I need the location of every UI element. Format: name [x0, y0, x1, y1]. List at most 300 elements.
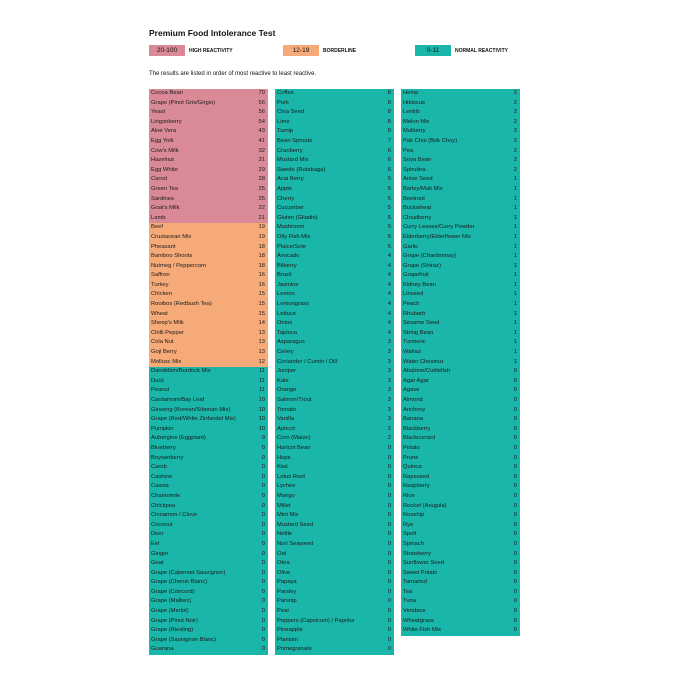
food-name: Kiwi [277, 464, 288, 471]
reactivity-score: 4 [387, 291, 391, 298]
result-row [275, 137, 394, 147]
reactivity-score: 0 [513, 512, 517, 519]
reactivity-score: 8 [387, 90, 391, 96]
reactivity-score: 0 [261, 588, 265, 595]
reactivity-score: 22 [258, 205, 265, 212]
reactivity-score: 0 [513, 502, 517, 509]
result-row [275, 338, 394, 348]
food-name: Mustard Mix [277, 157, 309, 164]
reactivity-score: 13 [258, 339, 265, 346]
reactivity-score: 15 [258, 291, 265, 298]
reactivity-score: 10 [258, 425, 265, 432]
result-row [275, 434, 394, 444]
food-name: Sesame Seed [403, 320, 440, 327]
reactivity-score: 4 [387, 301, 391, 308]
result-row [149, 147, 268, 157]
food-name: Mango [277, 492, 295, 499]
reactivity-score: 1 [513, 272, 517, 279]
result-row [401, 252, 520, 262]
legend-borderline-label: BORDERLINE [323, 47, 357, 54]
result-row [401, 473, 520, 483]
result-row [275, 482, 394, 492]
legend-normal [415, 45, 508, 56]
reactivity-score: 2 [513, 147, 517, 154]
reactivity-score: 0 [513, 540, 517, 547]
food-name: Pineapple [277, 627, 303, 634]
result-row [401, 377, 520, 387]
food-name: Haricot Bean [277, 444, 311, 451]
food-name: Egg Yolk [151, 137, 174, 144]
reactivity-score: 0 [387, 502, 391, 509]
food-name: Hazelnut [151, 157, 174, 164]
reactivity-score: 14 [258, 320, 265, 327]
food-name: Goat [151, 560, 164, 567]
result-row [275, 530, 394, 540]
result-row [401, 348, 520, 358]
food-name: White Fish Mix [403, 627, 442, 634]
result-row [401, 367, 520, 377]
result-row [149, 348, 268, 358]
food-name: Cranberry [277, 147, 303, 154]
food-name: Grapefruit [403, 272, 429, 279]
result-row [401, 185, 520, 195]
food-name: Walnut [403, 349, 421, 356]
reactivity-score: 41 [258, 137, 265, 144]
reactivity-score: 0 [261, 646, 265, 653]
reactivity-score: 2 [387, 425, 391, 432]
reactivity-score: 15 [258, 301, 265, 308]
reactivity-score: 1 [513, 291, 517, 298]
result-row [149, 540, 268, 550]
reactivity-score: 0 [513, 550, 517, 557]
food-name: Cassia [151, 483, 169, 490]
food-name: Wheatgrass [403, 617, 434, 624]
reactivity-score: 0 [261, 483, 265, 490]
result-row [401, 195, 520, 205]
result-row [149, 223, 268, 233]
food-name: Grape (Riesling) [151, 627, 194, 634]
result-row [275, 607, 394, 617]
result-row [401, 223, 520, 233]
reactivity-score: 1 [513, 310, 517, 317]
reactivity-score: 8 [387, 109, 391, 116]
reactivity-score: 2 [387, 435, 391, 442]
food-name: Bamboo Shoots [151, 253, 193, 260]
food-name: Pomegranate [277, 646, 312, 653]
reactivity-score: 0 [513, 608, 517, 615]
result-row [149, 444, 268, 454]
reactivity-score: 1 [513, 281, 517, 288]
reactivity-score: 2 [513, 157, 517, 164]
food-name: Mollusc Mix [151, 358, 182, 365]
food-name: Sweet Potato [403, 569, 438, 576]
food-name: Grape (Cabernet Sauvignon) [151, 569, 226, 576]
food-name: Parsley [277, 588, 297, 595]
result-row [401, 147, 520, 157]
food-name: Carrot [151, 176, 168, 183]
food-name: Coriander / Cumin / Dill [277, 358, 337, 365]
food-name: Sardines [151, 195, 174, 202]
reactivity-score: 0 [387, 579, 391, 586]
food-name: Vanilla [277, 416, 294, 423]
food-name: Goat's Milk [151, 205, 180, 212]
food-name: Plantain [277, 636, 298, 643]
reactivity-score: 0 [387, 598, 391, 605]
result-row [275, 386, 394, 396]
food-name: Lingonberry [151, 118, 182, 125]
food-name: Pea [403, 147, 414, 154]
food-name: Eel [151, 540, 160, 547]
food-name: Lettuce [277, 310, 297, 317]
result-row [149, 204, 268, 214]
reactivity-score: 18 [258, 243, 265, 250]
food-name: Prune [403, 454, 419, 461]
food-name: Chia Seed [277, 109, 305, 116]
reactivity-score: 13 [258, 329, 265, 336]
reactivity-score: 0 [513, 492, 517, 499]
reactivity-score: 0 [387, 483, 391, 490]
reactivity-score: 16 [258, 281, 265, 288]
food-name: Rice [403, 492, 415, 499]
food-name: Abalone/Cuttlefish [403, 368, 451, 375]
food-name: Agar Agar [403, 377, 429, 384]
result-row [149, 310, 268, 320]
reactivity-score: 56 [258, 99, 265, 106]
result-row [401, 300, 520, 310]
result-row [149, 482, 268, 492]
reactivity-score: 0 [387, 531, 391, 538]
reactivity-score: 0 [513, 444, 517, 451]
reactivity-score: 0 [513, 588, 517, 595]
result-row [401, 175, 520, 185]
reactivity-score: 0 [261, 492, 265, 499]
food-name: Kidney Bean [403, 281, 436, 288]
reactivity-score: 0 [387, 464, 391, 471]
result-row [149, 597, 268, 607]
result-row [401, 406, 520, 416]
result-row [275, 108, 394, 118]
reactivity-score: 0 [387, 512, 391, 519]
reactivity-score: 0 [261, 531, 265, 538]
result-row [149, 281, 268, 291]
reactivity-score: 0 [387, 521, 391, 528]
food-name: Peanut [151, 387, 170, 394]
food-name: Lamb [151, 214, 166, 221]
food-name: Bean Sprouts [277, 137, 313, 144]
food-name: Coffee [277, 90, 294, 96]
food-name: Spirulina [403, 166, 426, 173]
reactivity-score: 19 [258, 224, 265, 231]
result-row [149, 559, 268, 569]
food-name: Blueberry [151, 444, 176, 451]
result-row [275, 99, 394, 109]
food-name: Lotus Root [277, 473, 306, 480]
reactivity-score: 0 [261, 636, 265, 643]
food-name: Millet [277, 502, 291, 509]
result-row [149, 233, 268, 243]
food-name: Grape (Sauvignon Blanc) [151, 636, 217, 643]
reactivity-score: 25 [258, 195, 265, 202]
result-row [401, 118, 520, 128]
result-row [275, 156, 394, 166]
result-row [401, 463, 520, 473]
food-name: Plaice/Sole [277, 243, 307, 250]
food-name: Soya Bean [403, 157, 432, 164]
reactivity-score: 0 [387, 588, 391, 595]
food-name: Tomato [277, 406, 297, 413]
reactivity-score: 2 [513, 137, 517, 144]
result-row [401, 597, 520, 607]
report-title: Premium Food Intolerance Test [149, 28, 276, 38]
result-row [275, 118, 394, 128]
reactivity-score: 1 [513, 320, 517, 327]
result-row [401, 156, 520, 166]
food-name: Mustard Seed [277, 521, 314, 528]
reactivity-score: 1 [513, 243, 517, 250]
legend-high-range: 20-100 [149, 45, 185, 56]
result-row [149, 319, 268, 329]
reactivity-score: 5 [387, 195, 391, 202]
result-row [149, 127, 268, 137]
sort-note: The results are listed in order of most reactive to least reactive. [149, 71, 317, 77]
food-name: Rocket (Arugula) [403, 502, 447, 509]
reactivity-score: 3 [387, 416, 391, 423]
food-name: Asparagus [277, 339, 305, 346]
results-column-3 [401, 89, 520, 636]
food-name: Melon Mix [403, 118, 430, 125]
food-name: Gluten (Gliadin) [277, 214, 318, 221]
reactivity-score: 4 [387, 310, 391, 317]
reactivity-score: 0 [261, 444, 265, 451]
reactivity-score: 2 [513, 118, 517, 125]
food-name: Cherry [277, 195, 295, 202]
result-row [275, 329, 394, 339]
food-name: Rapeseed [403, 473, 430, 480]
reactivity-score: 0 [387, 608, 391, 615]
result-row [401, 204, 520, 214]
food-name: Kale [277, 377, 289, 384]
reactivity-score: 11 [258, 368, 265, 375]
result-row [275, 521, 394, 531]
reactivity-score: 5 [387, 243, 391, 250]
reactivity-score: 31 [258, 157, 265, 164]
reactivity-score: 0 [513, 416, 517, 423]
reactivity-score: 9 [261, 435, 265, 442]
reactivity-score: 0 [513, 521, 517, 528]
food-name: Oily Fish Mix [277, 233, 311, 240]
result-row [275, 444, 394, 454]
food-name: Spinach [403, 540, 424, 547]
food-name: Hops [277, 454, 291, 461]
result-row [275, 262, 394, 272]
food-name: Cocoa Bean [151, 90, 183, 96]
reactivity-score: 1 [513, 329, 517, 336]
result-row [149, 156, 268, 166]
result-row [401, 617, 520, 627]
result-row [401, 262, 520, 272]
result-row [401, 108, 520, 118]
result-row [275, 626, 394, 636]
result-row [275, 233, 394, 243]
result-row [149, 492, 268, 502]
result-row [401, 588, 520, 598]
result-row [149, 550, 268, 560]
food-name: Oat [277, 550, 287, 557]
food-name: Boysenberry [151, 454, 184, 461]
food-name: Corn (Maize) [277, 435, 311, 442]
reactivity-score: 0 [261, 579, 265, 586]
result-row [275, 252, 394, 262]
result-row [149, 588, 268, 598]
result-row [275, 319, 394, 329]
reactivity-score: 0 [513, 617, 517, 624]
result-row [149, 473, 268, 483]
result-row [401, 626, 520, 636]
food-name: Cinnamon / Clove [151, 512, 198, 519]
result-row [149, 118, 268, 128]
result-row [149, 530, 268, 540]
food-name: Aloe Vera [151, 128, 177, 135]
result-row [149, 262, 268, 272]
legend-normal-label: NORMAL REACTIVITY [455, 47, 508, 54]
food-name: Juniper [277, 368, 297, 375]
reactivity-score: 5 [387, 176, 391, 183]
result-row [401, 502, 520, 512]
reactivity-score: 0 [261, 608, 265, 615]
reactivity-score: 6 [387, 147, 391, 154]
reactivity-score: 3 [387, 339, 391, 346]
result-row [401, 89, 520, 99]
reactivity-score: 1 [513, 301, 517, 308]
reactivity-score: 0 [387, 444, 391, 451]
reactivity-score: 0 [387, 646, 391, 653]
food-name: Egg White [151, 166, 178, 173]
reactivity-score: 18 [258, 262, 265, 269]
result-row [149, 166, 268, 176]
reactivity-score: 13 [258, 349, 265, 356]
food-name: Goji Berry [151, 349, 177, 356]
reactivity-score: 0 [261, 454, 265, 461]
food-name: Linseed [403, 291, 424, 298]
result-row [149, 89, 268, 99]
food-name: Orange [277, 387, 297, 394]
reactivity-score: 0 [387, 540, 391, 547]
food-name: Anise Seed [403, 176, 433, 183]
food-name: Grape (Pinot Noir) [151, 617, 199, 624]
result-row [275, 358, 394, 368]
result-row [401, 319, 520, 329]
reactivity-score: 0 [261, 560, 265, 567]
result-row [275, 550, 394, 560]
reactivity-score: 1 [513, 205, 517, 212]
result-row [275, 89, 394, 99]
result-row [149, 415, 268, 425]
reactivity-score: 1 [513, 262, 517, 269]
reactivity-score: 0 [513, 435, 517, 442]
reactivity-score: 0 [261, 464, 265, 471]
reactivity-score: 0 [513, 377, 517, 384]
reactivity-score: 15 [258, 310, 265, 317]
food-name: Pumpkin [151, 425, 174, 432]
result-row [401, 434, 520, 444]
reactivity-score: 21 [258, 214, 265, 221]
reactivity-score: 3 [387, 387, 391, 394]
reactivity-score: 0 [513, 627, 517, 634]
result-row [275, 473, 394, 483]
food-name: Quinoa [403, 464, 422, 471]
reactivity-score: 0 [513, 454, 517, 461]
food-name: Ginger [151, 550, 169, 557]
result-row [275, 243, 394, 253]
reactivity-score: 28 [258, 176, 265, 183]
food-name: Cloudberry [403, 214, 432, 221]
reactivity-score: 0 [261, 627, 265, 634]
result-row [401, 511, 520, 521]
food-name: Coconut [151, 521, 173, 528]
food-name: Acai Berry [277, 176, 304, 183]
result-row [275, 147, 394, 157]
reactivity-score: 1 [513, 358, 517, 365]
food-name: Turmeric [403, 339, 426, 346]
reactivity-score: 32 [258, 147, 265, 154]
reactivity-score: 0 [513, 579, 517, 586]
result-row [275, 281, 394, 291]
reactivity-score: 0 [387, 636, 391, 643]
food-name: Cow's Milk [151, 147, 179, 154]
reactivity-score: 1 [513, 339, 517, 346]
reactivity-score: 0 [513, 406, 517, 413]
result-row [149, 607, 268, 617]
reactivity-score: 4 [387, 329, 391, 336]
result-row [275, 290, 394, 300]
result-row [275, 185, 394, 195]
food-name: Raspberry [403, 483, 430, 490]
result-row [401, 386, 520, 396]
result-row [275, 588, 394, 598]
food-name: Deer [151, 531, 164, 538]
reactivity-score: 0 [261, 473, 265, 480]
result-row [149, 290, 268, 300]
reactivity-score: 1 [513, 224, 517, 231]
food-name: Apricot [277, 425, 296, 432]
result-row [149, 358, 268, 368]
result-row [149, 252, 268, 262]
reactivity-score: 4 [387, 253, 391, 260]
result-row [275, 540, 394, 550]
result-row [149, 185, 268, 195]
result-row [275, 463, 394, 473]
results-column-1 [149, 89, 268, 655]
food-name: Pork [277, 99, 289, 106]
reactivity-score: 0 [513, 569, 517, 576]
food-name: Barley/Malt Mix [403, 185, 443, 192]
result-row [275, 166, 394, 176]
result-row [401, 578, 520, 588]
reactivity-score: 3 [387, 349, 391, 356]
food-name: Grape (Pinot Gris/Grigio) [151, 99, 216, 106]
food-name: Green Tea [151, 185, 178, 192]
reactivity-score: 10 [258, 406, 265, 413]
food-name: Aubergine (Eggplant) [151, 435, 206, 442]
food-name: String Bean [403, 329, 434, 336]
reactivity-score: 0 [513, 560, 517, 567]
result-row [149, 377, 268, 387]
food-name: Sunflower Seed [403, 560, 444, 567]
food-name: Spelt [403, 531, 417, 538]
result-row [275, 617, 394, 627]
food-name: Yeast [151, 109, 166, 116]
reactivity-score: 0 [387, 627, 391, 634]
